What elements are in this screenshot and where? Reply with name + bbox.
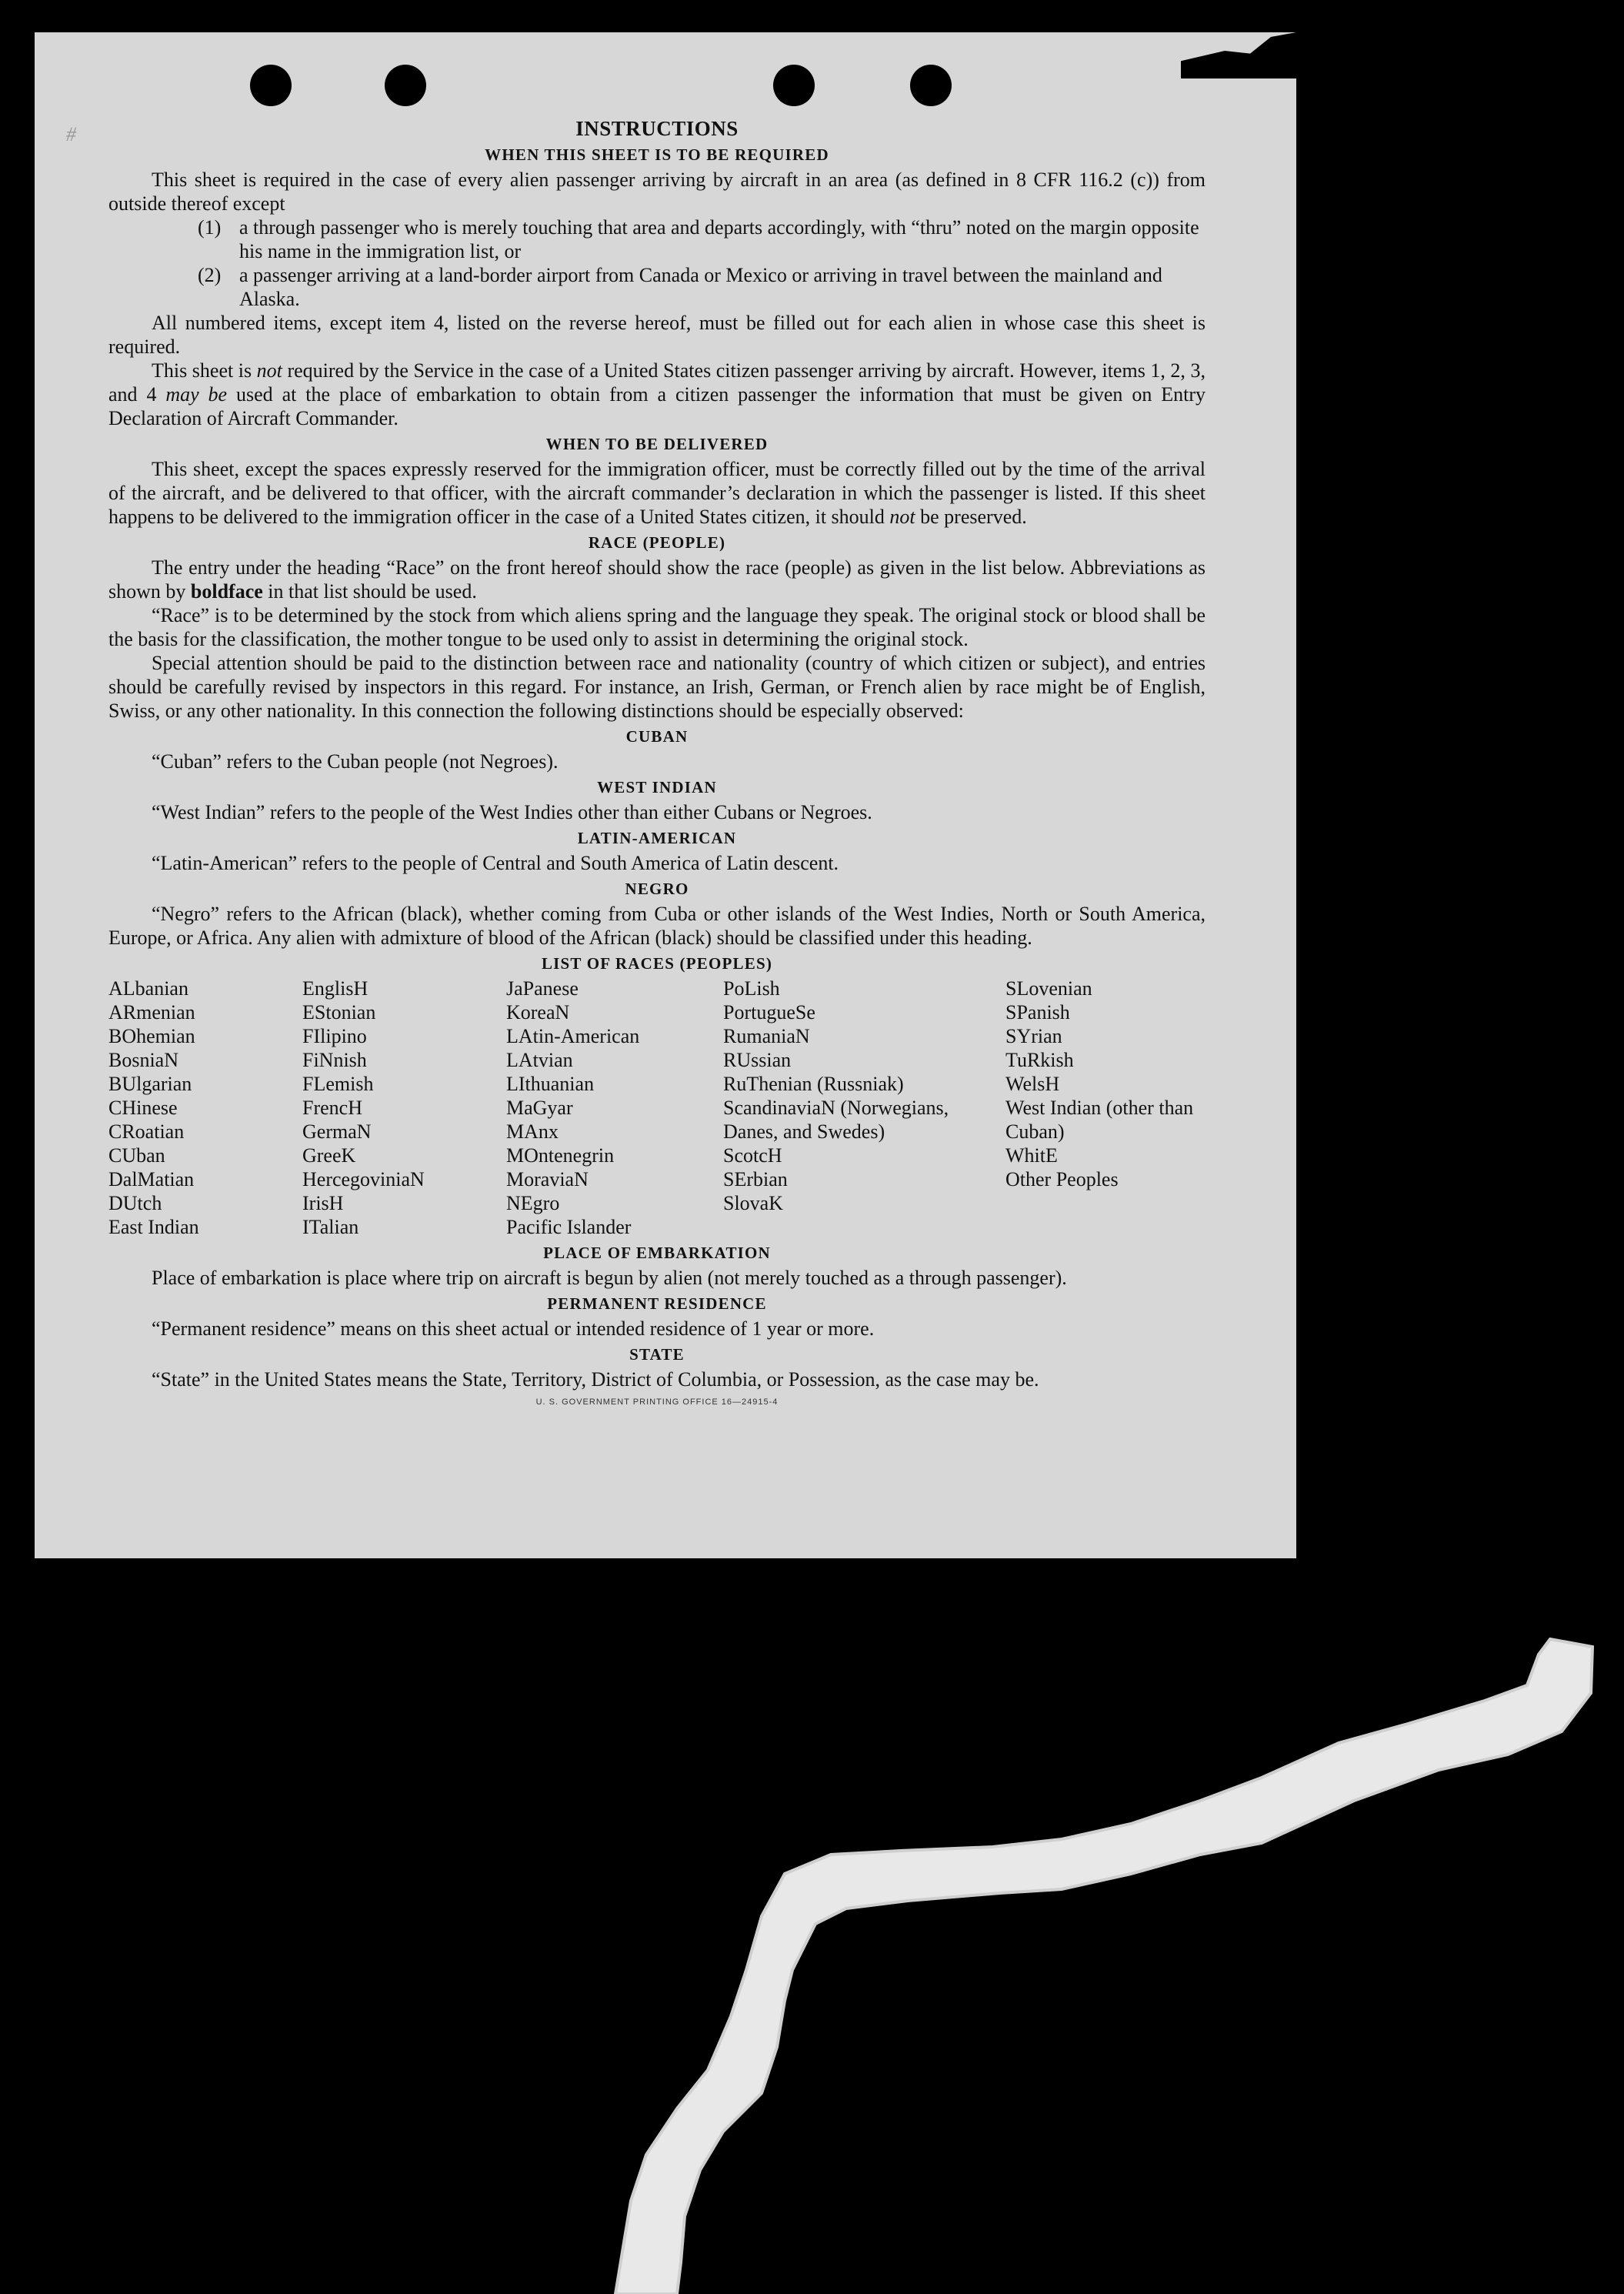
- race-entry: TuRkish: [1005, 1049, 1074, 1071]
- race-entry: NEgro: [506, 1192, 560, 1214]
- race-entry: Pacific Islander: [506, 1216, 632, 1238]
- paragraph: “Cuban” refers to the Cuban people (not Negroes).: [152, 750, 559, 773]
- paragraph: This sheet is not required by the Service in the case of a United States citizen passenger arriving by aircraft. However, items 1, 2, 3, and 4 may be used at the place of embarkation to obtain from a citizen passenger the information that must be given on Entry Declaration of Aircraft Commander.: [108, 359, 1205, 429]
- paragraph: This sheet, except the spaces expressly reserved for the immigration officer, must be correctly filled out by the time of the arrival of the aircraft, and be delivered to that officer, with the aircraft commander’s declaration in which the passenger is listed. If this sheet happens to be delivered to the immigration officer in the case of a United States citizen, it should not be preserved.: [108, 458, 1205, 528]
- race-entry: BOhemian: [108, 1025, 195, 1047]
- heading-permanent-residence: PERMANENT RESIDENCE: [547, 1294, 767, 1313]
- heading-negro: NEGRO: [625, 880, 689, 898]
- heading-list-of-races: LIST OF RACES (PEOPLES): [541, 954, 773, 973]
- race-entry: RuThenian (Russniak): [723, 1073, 904, 1095]
- race-entry: BosniaN: [108, 1049, 178, 1071]
- race-entry: GreeK: [302, 1144, 356, 1167]
- item-number: (2): [198, 264, 222, 286]
- race-entry: SErbian: [723, 1168, 788, 1190]
- item-text: a through passenger who is merely touching that area and departs accordingly, with “thru” noted on the margin opposite his name in the immigration list, or: [239, 216, 1199, 262]
- race-entry: DalMatian: [108, 1168, 195, 1190]
- paragraph: “Permanent residence” means on this sheet actual or intended residence of 1 year or more.: [152, 1317, 875, 1340]
- paragraph: All numbered items, except item 4, listed on the reverse hereof, must be filled out for each alien in whose case this sheet is required.: [108, 312, 1205, 358]
- paragraph: “State” in the United States means the State, Territory, District of Columbia, or Possession, as the case may be.: [152, 1368, 1039, 1391]
- race-entry: ALbanian: [108, 977, 188, 1000]
- race-entry: MAnx: [506, 1120, 559, 1143]
- race-entry: MOntenegrin: [506, 1144, 615, 1167]
- race-entry: DUtch: [108, 1192, 162, 1214]
- race-entry: CRoatian: [108, 1120, 185, 1143]
- heading-west-indian: WEST INDIAN: [597, 778, 717, 796]
- paragraph: “West Indian” refers to the people of the West Indies other than either Cubans or Negroes.: [152, 801, 872, 823]
- race-entry: PoLish: [723, 977, 780, 1000]
- paragraph: The entry under the heading “Race” on the front hereof should show the race (people) as given in the list below. Abbreviations as shown by boldface in that list should be used.: [108, 556, 1205, 603]
- paragraph: Place of embarkation is place where trip on aircraft is begun by alien (not merely touched as a through passenger).: [152, 1267, 1067, 1289]
- race-entry: East Indian: [108, 1216, 199, 1238]
- race-entry: HercegoviniaN: [302, 1168, 425, 1190]
- race-entry: MaGyar: [506, 1097, 573, 1119]
- heading-cuban: CUBAN: [625, 727, 689, 746]
- margin-mark: #: [66, 123, 76, 145]
- race-entry: LIthuanian: [506, 1073, 595, 1095]
- item-number: (1): [198, 216, 222, 239]
- heading-embarkation: PLACE OF EMBARKATION: [543, 1244, 771, 1262]
- document-title: INSTRUCTIONS: [575, 117, 739, 140]
- race-entry: EnglisH: [302, 977, 368, 1000]
- race-entry: RumaniaN: [723, 1025, 810, 1047]
- race-entry: ScandinaviaN (Norwegians, Danes, and Swedes): [723, 1097, 949, 1143]
- race-entry: BUlgarian: [108, 1073, 192, 1095]
- race-entry: JaPanese: [506, 977, 579, 1000]
- race-entry: CUban: [108, 1144, 165, 1167]
- race-entry: FIlipino: [302, 1025, 367, 1047]
- paragraph: This sheet is required in the case of every alien passenger arriving by aircraft in an area (as defined in 8 CFR 116.2 (c)) from outside thereof except: [108, 169, 1205, 215]
- printer-imprint: U. S. GOVERNMENT PRINTING OFFICE 16—24915-4: [535, 1397, 779, 1407]
- race-entry: Other Peoples: [1005, 1168, 1119, 1190]
- race-entry: FrencH: [302, 1097, 362, 1119]
- heading-latin-american: LATIN-AMERICAN: [577, 829, 737, 847]
- race-entry: RUssian: [723, 1049, 792, 1071]
- paragraph: Special attention should be paid to the distinction between race and nationality (country of which citizen or subject), and entries should be carefully revised by inspectors in this regard. For instance, an Irish, German, or French alien by race might be of English, Swiss, or any other nationality. In this connection the following distinctions should be especially observed:: [108, 652, 1205, 722]
- race-entry: SYrian: [1005, 1025, 1062, 1047]
- race-entry: FLemish: [302, 1073, 374, 1095]
- race-entry: SLovenian: [1005, 977, 1092, 1000]
- heading-race: RACE (PEOPLE): [588, 533, 726, 552]
- race-entry: CHinese: [108, 1097, 178, 1119]
- race-entry: LAtvian: [506, 1049, 573, 1071]
- race-entry: ScotcH: [723, 1144, 782, 1167]
- race-entry: ITalian: [302, 1216, 359, 1238]
- race-entry: West Indian (other than Cuban): [1005, 1097, 1194, 1143]
- heading-when-delivered: WHEN TO BE DELIVERED: [545, 435, 769, 453]
- paragraph: “Latin-American” refers to the people of Central and South America of Latin descent.: [152, 852, 839, 874]
- heading-when-required: WHEN THIS SHEET IS TO BE REQUIRED: [485, 145, 829, 164]
- item-text: a passenger arriving at a land-border airport from Canada or Mexico or arriving in travel between the mainland and Alaska.: [239, 264, 1162, 310]
- race-entry: WelsH: [1005, 1073, 1060, 1095]
- race-entry: IrisH: [302, 1192, 344, 1214]
- race-entry: ARmenian: [108, 1001, 195, 1023]
- race-entry: FiNnish: [302, 1049, 367, 1071]
- race-entry: SlovaK: [723, 1192, 783, 1214]
- race-entry: SPanish: [1005, 1001, 1070, 1023]
- tape-strip: [615, 1639, 1592, 2294]
- race-entry: KoreaN: [506, 1001, 570, 1023]
- race-entry: GermaN: [302, 1120, 372, 1143]
- race-entry: WhitE: [1005, 1144, 1058, 1167]
- race-entry: EStonian: [302, 1001, 376, 1023]
- paragraph: “Negro” refers to the African (black), whether coming from Cuba or other islands of the West Indies, North or South America, Europe, or Africa. Any alien with admixture of blood of the African (black) should be classified under this heading.: [108, 903, 1205, 949]
- paragraph: “Race” is to be determined by the stock from which aliens spring and the language they speak. The original stock or blood shall be the basis for the classification, the mother tongue to be used only to assist in determining the original stock.: [108, 604, 1205, 650]
- heading-state: STATE: [629, 1345, 685, 1364]
- race-entry: MoraviaN: [506, 1168, 589, 1190]
- race-entry: PortugueSe: [723, 1001, 815, 1023]
- race-entry: LAtin-American: [506, 1025, 640, 1047]
